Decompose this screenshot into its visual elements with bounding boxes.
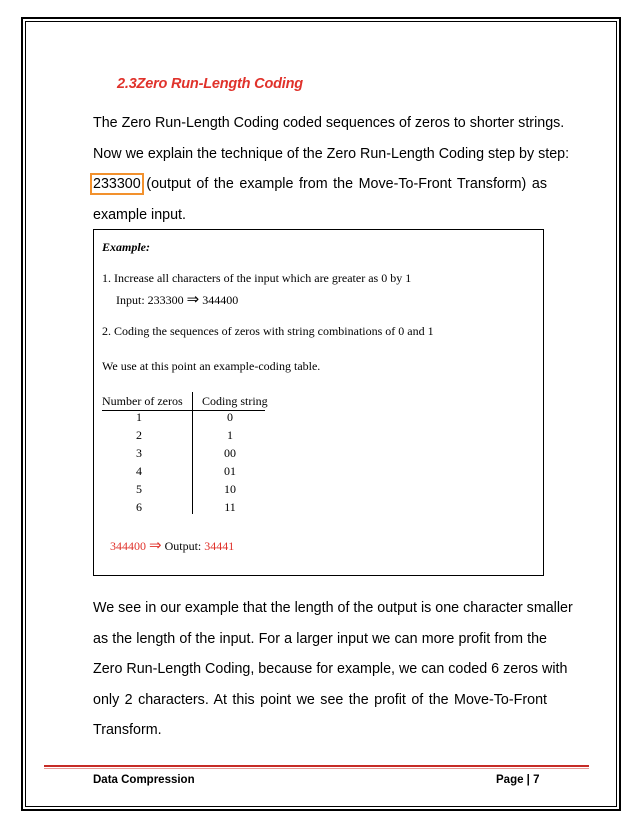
table-cell-code-3: 00 (224, 446, 236, 460)
conclusion-line-5: Transform. (93, 722, 162, 738)
table-cell-code-1: 0 (227, 410, 233, 424)
step1-input-result: 344400 (202, 293, 239, 307)
intro-line-2: Now we explain the technique of the Zero Run-Length Coding step by step: (93, 145, 570, 162)
table-cell-zeros-6: 6 (136, 500, 142, 514)
table-cell-code-4: 01 (224, 464, 236, 478)
footer-rule (44, 765, 589, 767)
conclusion-line-4: only 2 characters. At this point we see the profit of the Move-To-Front (93, 691, 547, 708)
intro-line-3 (93, 169, 547, 200)
table-cell-zeros-5: 5 (136, 482, 142, 496)
output-value: 34441 (204, 539, 235, 553)
intro-line-3-rest: (output of the example from the Move-To-Front Transform) as (146, 176, 547, 192)
table-cell-zeros-4: 4 (136, 464, 142, 478)
step1-input-label: Input: 233300 (116, 293, 184, 307)
table-cell-code-2: 1 (227, 428, 233, 442)
table-header-coding: Coding string (202, 394, 268, 408)
table-cell-zeros-3: 3 (136, 446, 142, 460)
intro-line-4: example input. (93, 206, 186, 223)
output-arrow-icon: ⇒ (149, 538, 162, 554)
table-cell-code-6: 11 (224, 500, 236, 514)
section-heading: 2.3Zero Run-Length Coding (117, 76, 303, 92)
highlighted-input-value[interactable]: 233300 (93, 176, 141, 192)
conclusion-line-3: Zero Run-Length Coding, because for example, we can coded 6 zeros with (93, 661, 568, 677)
example-box (93, 229, 544, 576)
table-column-divider (192, 392, 193, 514)
step1-arrow-icon: ⇒ (186, 292, 200, 308)
output-label: Output: (164, 539, 202, 553)
footer-page-number: Page | 7 (496, 774, 540, 786)
example-step-2: 2. Coding the sequences of zeros with string combinations of 0 and 1 (102, 324, 434, 338)
table-cell-code-5: 10 (224, 482, 236, 496)
table-cell-zeros-2: 2 (136, 428, 142, 442)
example-step-1-input (116, 290, 238, 309)
table-cell-zeros-1: 1 (136, 410, 142, 424)
example-title: Example: (102, 240, 150, 254)
intro-line-1: The Zero Run-Length Coding coded sequences of zeros to shorter strings. (93, 115, 565, 131)
conclusion-paragraph (93, 593, 573, 746)
example-table-intro: We use at this point an example-coding table. (102, 359, 321, 373)
output-input-value: 344400 (110, 539, 146, 553)
footer-title: Data Compression (93, 774, 195, 786)
example-output-line (110, 536, 234, 555)
table-header-zeros: Number of zeros (102, 394, 183, 408)
conclusion-line-2: as the length of the input. For a larger input we can more profit from the (93, 630, 547, 647)
conclusion-line-1: We see in our example that the length of the output is one character smaller (93, 600, 573, 616)
footer-rule-shadow (44, 768, 589, 769)
example-step-1: 1. Increase all characters of the input which are greater as 0 by 1 (102, 271, 412, 285)
intro-paragraph (93, 108, 570, 230)
